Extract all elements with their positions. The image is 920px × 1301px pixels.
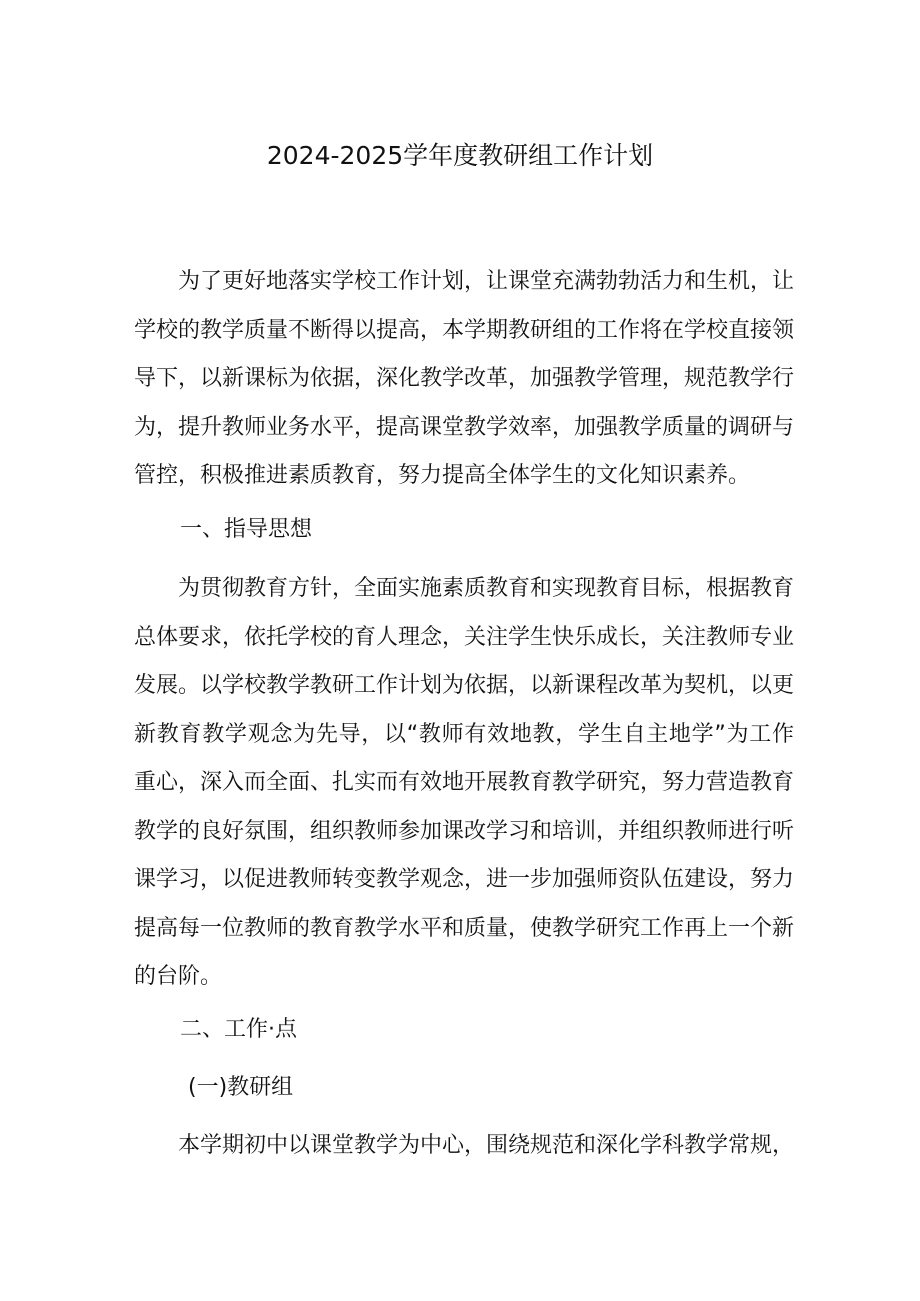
document-title: 2024-2025学年度教研组工作计划 bbox=[266, 141, 654, 170]
section-heading-work-points: 二、工作·点 bbox=[180, 1017, 297, 1042]
intro-paragraph: 为了更好地落实学校工作计划，让课堂充满勃勃活力和生机，让学校的教学质量不断得以提高，本学期教研组的工作将在学校直接领导下，以新课标为依据，深化教学改革，加强教学管理，规范教学行为，提升教师业务水平，提高课堂教学效率，加强教学质量的调研与管控，积极推进素质教育，努力提高全体学生的文化知识素养。 bbox=[134, 269, 795, 488]
teaching-group-paragraph: 本学期初中以课堂教学为中心，围绕规范和深化学科教学常规， bbox=[178, 1133, 795, 1158]
guiding-ideology-paragraph: 为贯彻教育方针，全面实施素质教育和实现教育目标，根据教育总体要求，依托学校的育人理念，关注学生快乐成长，关注教师专业发展。以学校教学教研工作计划为依据，以新课程改革为契机，以更新教育教学观念为先导，以“教师有效地教，学生自主地学”为工作重心，深入而全面、扎实而有效地开展教育教学研究，努力营造教育教学的良好氛围，组织教师参加课改学习和培训，并组织教师进行听课学习，以促进教师转变教学观念，进一步加强师资队伍建设，努力提高每一位教师的教育教学水平和质量，使教学研究工作再上一个新的台阶。 bbox=[134, 576, 795, 989]
section-heading-guiding-ideology: 一、指导思想 bbox=[180, 517, 313, 542]
subsection-heading-teaching-group: (一)教研组 bbox=[188, 1075, 294, 1100]
